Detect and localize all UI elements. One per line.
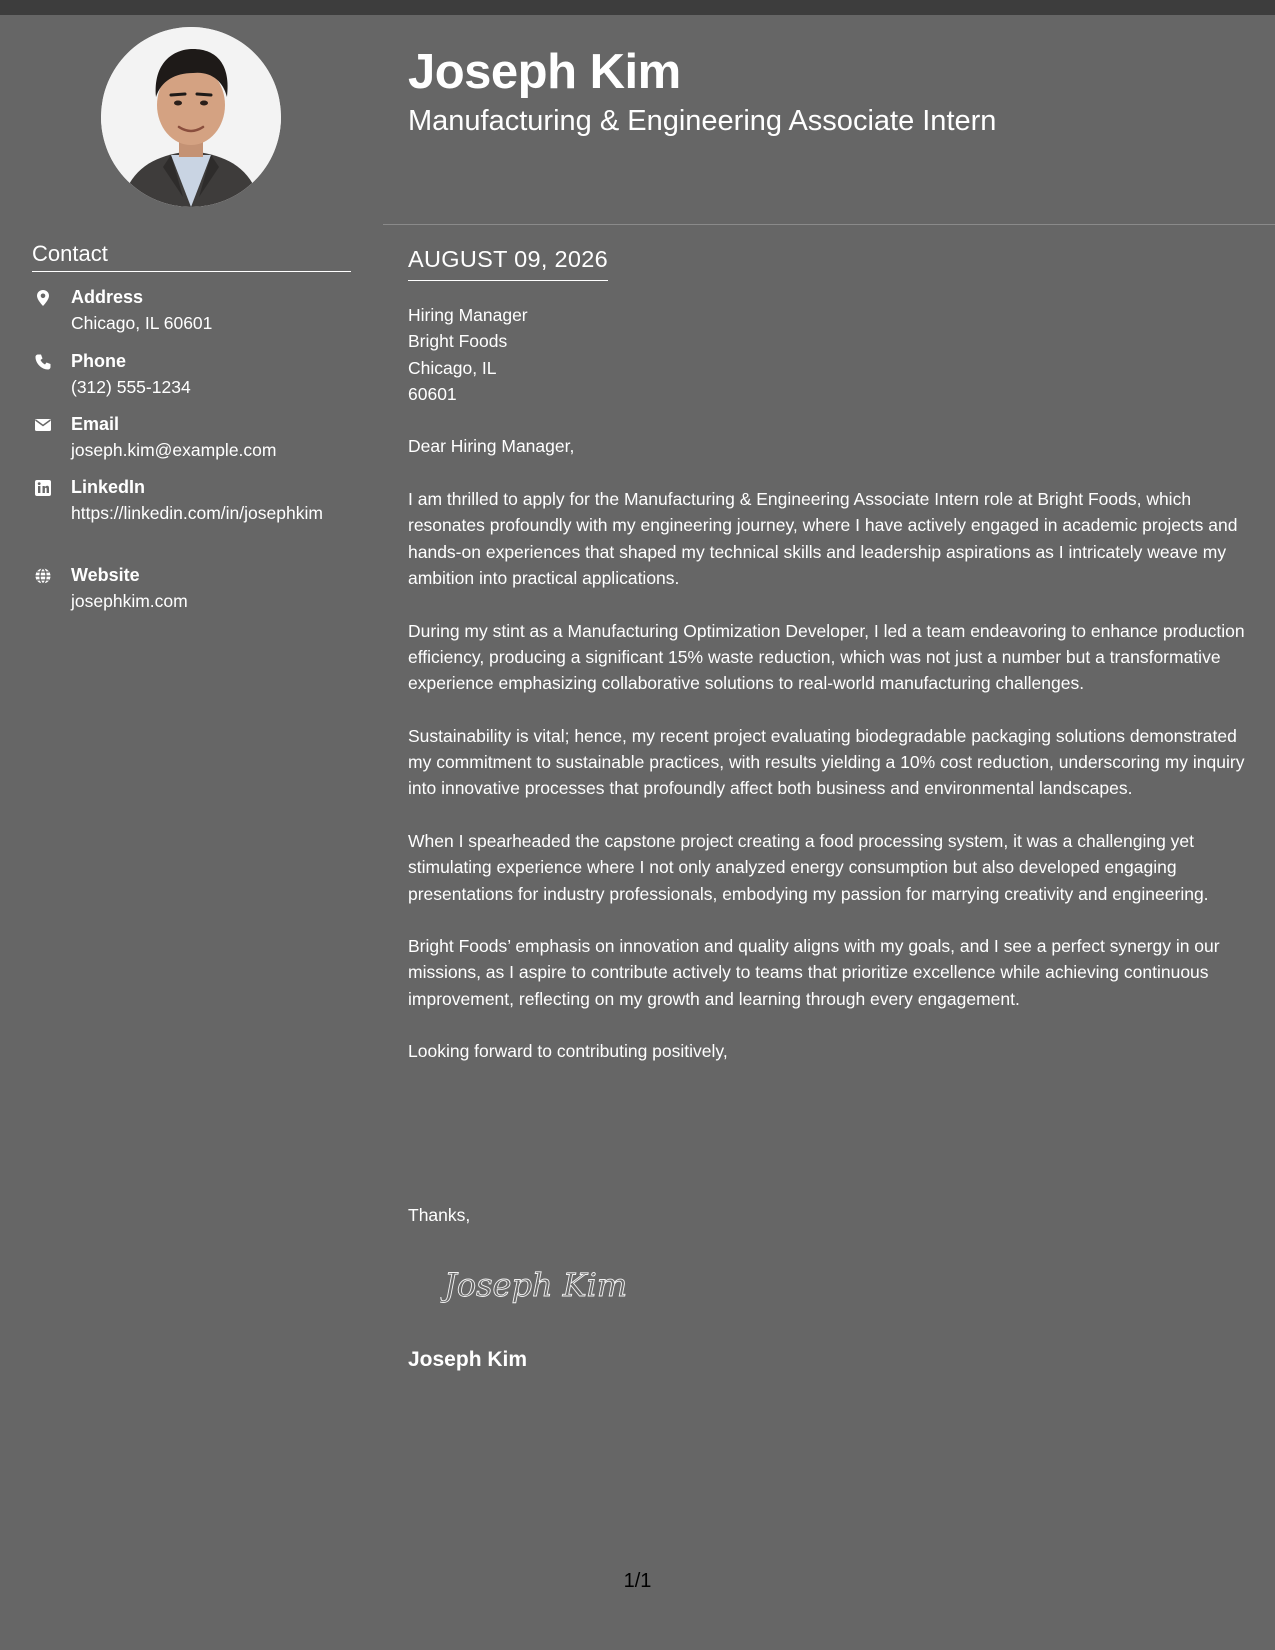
salutation: Dear Hiring Manager,: [408, 436, 575, 457]
letter-paragraph: When I spearheaded the capstone project creating a food processing system, it was a challenging yet stimulating experience where I not only analyzed energy consumption but also developed engaging presentations for industry professionals, embodying my passion for marrying creativity and engineering.: [408, 830, 1209, 904]
letter-paragraph: Bright Foods’ emphasis on innovation and quality aligns with my goals, and I see a perfect synergy in our missions, as I aspire to contribute actively to teams that prioritize excellence while achieving continuous improvement, reflecting on my growth and learning through every engagement.: [408, 936, 1220, 1009]
contact-label: Email: [71, 414, 120, 434]
recipient-block: [408, 302, 1253, 407]
signer-name: Joseph Kim: [408, 1348, 528, 1371]
contact-label: Phone: [71, 351, 127, 371]
recipient-line: Chicago, IL: [408, 357, 497, 378]
recipient-line: Bright Foods: [408, 331, 508, 352]
signature-image: [440, 1254, 640, 1314]
letter-paragraph: Sustainability is vital; hence, my recent project evaluating biodegradable packaging solutions demonstrated my commitment to sustainable practices, with results yielding a 10% cost reduction, underscoring my inquiry into innovative processes that profoundly affect both business and environmental landscapes.: [408, 725, 1245, 799]
contact-value: (312) 555-1234: [71, 377, 191, 397]
linkedin-icon: [34, 479, 52, 497]
avatar-portrait-icon: [101, 27, 281, 207]
applicant-role: Manufacturing & Engineering Associate Intern: [408, 105, 997, 137]
signature-script: Joseph Kim: [444, 1266, 628, 1304]
recipient-line: 60601: [408, 383, 457, 404]
envelope-icon: [34, 416, 52, 434]
contact-value: joseph.kim@example.com: [71, 440, 277, 460]
letter-date: AUGUST 09, 2026: [408, 244, 608, 281]
applicant-name: Joseph Kim: [408, 45, 681, 99]
letter-paragraph: I am thrilled to apply for the Manufacturing & Engineering Associate Intern role at Bright Foods, which resonates profoundly with my engineering journey, where I have actively engaged in academic projects and hands-on experiences that shaped my technical skills and leadership aspirations as I intricately weave my ambition into practical applications.: [408, 489, 1238, 588]
page-number: 1/1: [623, 1570, 652, 1592]
globe-icon: [34, 567, 52, 585]
sidebar: [0, 15, 382, 1650]
contact-heading: Contact: [32, 241, 351, 272]
closing: Thanks,: [408, 1205, 471, 1225]
recipient-line: Hiring Manager: [408, 305, 528, 325]
letter-body: [408, 302, 1253, 1065]
top-bar: [0, 0, 1275, 15]
contact-value-link[interactable]: josephkim.com: [71, 591, 188, 611]
contact-value: Chicago, IL 60601: [71, 313, 213, 333]
map-pin-icon: [34, 289, 52, 307]
phone-icon: [34, 353, 52, 371]
avatar: [101, 27, 281, 207]
letter-paragraph: Looking forward to contributing positively,: [408, 1041, 728, 1062]
contact-label: Website: [71, 565, 140, 585]
contact-label: LinkedIn: [71, 477, 146, 497]
letter-paragraph: During my stint as a Manufacturing Optimization Developer, I led a team endeavoring to enhance production efficiency, producing a significant 15% waste reduction, which was not just a number but a transformative experience emphasizing collaborative solutions to real-world manufacturing challenges.: [408, 620, 1245, 694]
header-divider: [383, 224, 1275, 225]
contact-value-link[interactable]: https://linkedin.com/in/josephkim: [71, 503, 323, 523]
contact-label: Address: [71, 287, 144, 307]
